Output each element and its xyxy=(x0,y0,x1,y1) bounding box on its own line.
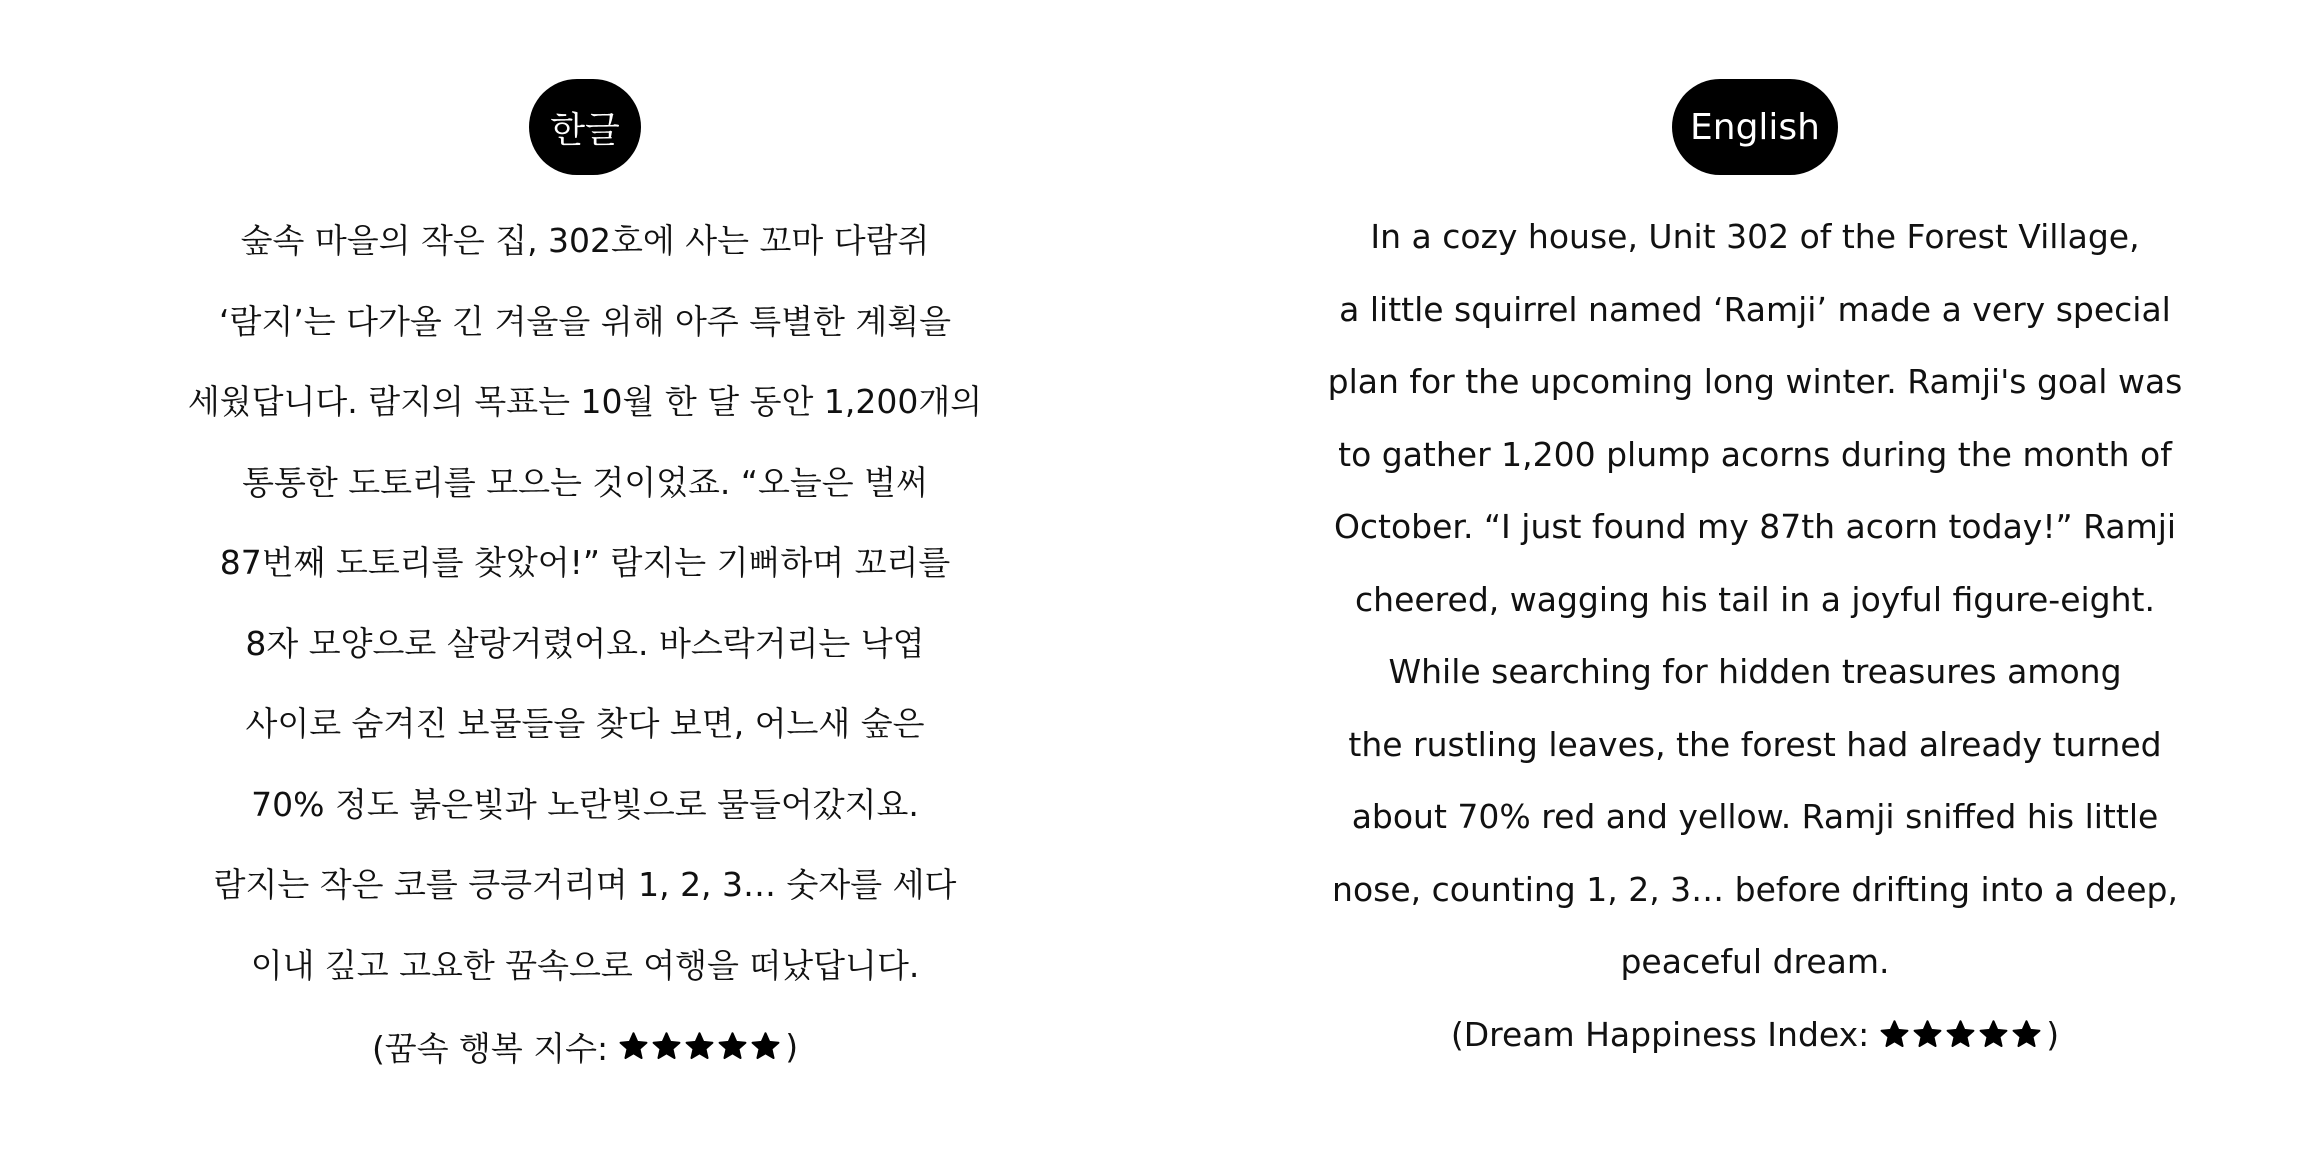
story-line: 람지는 작은 코를 킁킁거리며 1, 2, 3… 숫자를 세다 xyxy=(213,865,957,904)
story-line: 사이로 숨겨진 보물들을 찾다 보면, 어느새 숲은 xyxy=(245,704,925,743)
korean-story-text xyxy=(130,201,1040,1087)
index-prefix: (Dream Happiness Index: xyxy=(1450,1015,1870,1055)
index-suffix: ) xyxy=(2046,1015,2060,1055)
star-icon xyxy=(2011,1019,2042,1050)
english-language-badge: English xyxy=(1672,79,1838,175)
story-line: 이내 깊고 고요한 꿈속으로 여행을 떠났답니다. xyxy=(250,945,920,985)
english-happiness-index xyxy=(1451,999,2059,1072)
story-line: plan for the upcoming long winter. Ramji's goal was xyxy=(1327,362,2183,401)
story-line: cheered, wagging his tail in a joyful figure-eight. xyxy=(1355,579,2155,619)
star-icon xyxy=(1912,1019,1943,1050)
story-line: October. “I just found my 87th acorn today!” Ramji xyxy=(1333,507,2177,546)
story-line: 8자 모양으로 살랑거렸어요. 바스락거리는 낙엽 xyxy=(245,623,925,663)
story-line: 통통한 도토리를 모으는 것이었죠. “오늘은 벌써 xyxy=(242,462,928,502)
story-line: the rustling leaves, the forest had already turned xyxy=(1348,724,2162,764)
star-icon xyxy=(618,1031,649,1062)
star-icon xyxy=(684,1031,715,1062)
story-line: about 70% red and yellow. Ramji sniffed his little xyxy=(1351,797,2159,836)
index-prefix: (꿈속 행복 지수: xyxy=(371,1028,609,1068)
story-line: a little squirrel named ‘Ramji’ made a very special xyxy=(1339,289,2171,329)
story-line: peaceful dream. xyxy=(1620,942,1890,981)
star-icon xyxy=(1879,1019,1910,1050)
story-line: ‘람지’는 다가올 긴 겨울을 위해 아주 특별한 계획을 xyxy=(219,301,951,341)
star-icon xyxy=(750,1031,781,1062)
korean-happiness-index xyxy=(372,1006,798,1087)
korean-language-badge: 한글 xyxy=(529,79,641,175)
story-line: While searching for hidden treasures among xyxy=(1388,652,2122,691)
star-icon xyxy=(1978,1019,2009,1050)
star-icon xyxy=(1945,1019,1976,1050)
story-line: 70% 정도 붉은빛과 노란빛으로 물들어갔지요. xyxy=(251,784,919,824)
star-rating xyxy=(1879,1019,2044,1050)
story-line: to gather 1,200 plump acorns during the month of xyxy=(1338,434,2172,474)
story-line: 숲속 마을의 작은 집, 302호에 사는 꼬마 다람쥐 xyxy=(240,221,930,260)
story-line: nose, counting 1, 2, 3… before drifting into a deep, xyxy=(1332,869,2178,909)
story-line: 87번째 도토리를 찾았어!” 람지는 기뻐하며 꼬리를 xyxy=(219,543,951,582)
english-column xyxy=(1300,0,2210,1160)
index-suffix: ) xyxy=(785,1026,799,1066)
story-line: In a cozy house, Unit 302 of the Forest Village, xyxy=(1370,217,2140,256)
star-icon xyxy=(717,1031,748,1062)
english-story-text xyxy=(1300,201,2210,1071)
korean-column xyxy=(130,0,1040,1160)
star-rating xyxy=(618,1031,783,1062)
star-icon xyxy=(651,1031,682,1062)
story-line: 세웠답니다. 람지의 목표는 10월 한 달 동안 1,200개의 xyxy=(187,382,983,421)
